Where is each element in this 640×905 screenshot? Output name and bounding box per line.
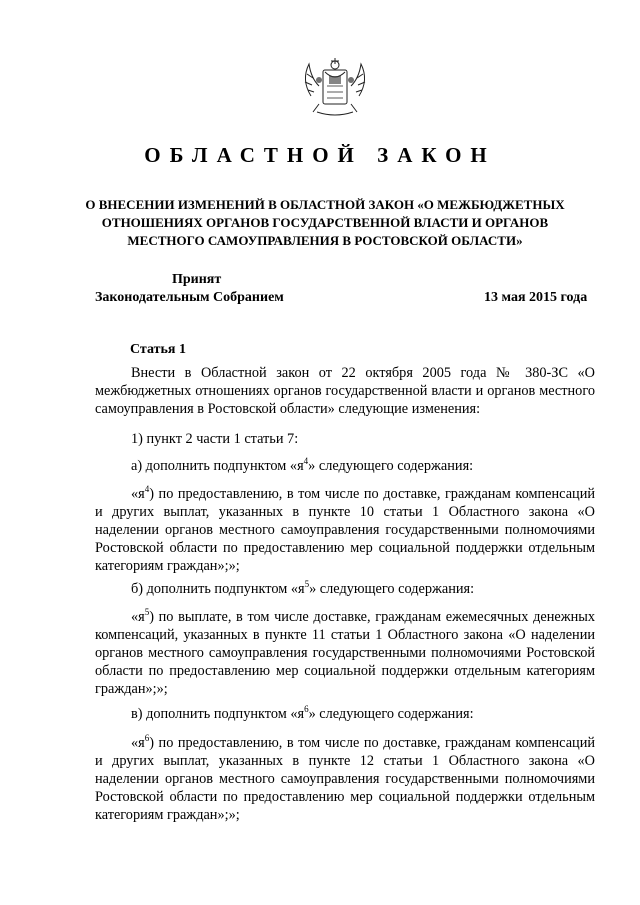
subitem-a-text: «$я^4$) по предоставлению, в том числе по доставке, гражданам компенсаций и других выплат, указанных в пункте 10 статьи 1 Областного закона «О наделении органов местного самоуправления государственными полномочиями Ростовской области по предоставлению мер социальной поддержки отдельным категориям граждан»;»; (95, 484, 595, 574)
coat-of-arms-emblem (297, 56, 373, 118)
article-intro: Внести в Областной закон от 22 октября 2005 года № 380-ЗС «О межбюджетных отношениях органов государственной власти и органов местного самоуправления в Ростовской области» следующие изменения: (95, 365, 595, 417)
subitem-a-heading: а) дополнить подпунктом «$я^4$» следующего содержания: (131, 456, 474, 474)
item-1: 1) пункт 2 части 1 статьи 7: (131, 431, 299, 447)
subitem-b-heading: б) дополнить подпунктом «$я^5$» следующего содержания: (131, 579, 475, 597)
subitem-b-text: «$я^5$) по выплате, в том числе доставке, гражданам ежемесячных денежных компенсаций, указанных в пункте 11 статьи 1 Областного закона «О наделении органов местного самоуправления государственными полномочиями Ростовской области по предоставлению мер социальной поддержки отдельным категориям граждан»;»; (95, 607, 595, 697)
adoption-date: 13 мая 2015 года (484, 290, 588, 305)
article-heading: Статья 1 (130, 342, 186, 357)
subitem-c-heading: в) дополнить подпунктом «$я^6$» следующего содержания: (131, 704, 474, 722)
adopted-by: Законодательным Собранием (95, 290, 284, 305)
law-title: О ВНЕСЕНИИ ИЗМЕНЕНИЙ В ОБЛАСТНОЙ ЗАКОН «О МЕЖБЮДЖЕТНЫХ ОТНОШЕНИЯХ ОРГАНОВ ГОСУДАРСТВЕННОЙ ВЛАСТИ И ОРГАНОВ МЕСТНОГО САМОУПРАВЛЕНИЯ В РОСТОВСКОЙ ОБЛАСТИ» (85, 197, 565, 248)
subitem-c-text: «$я^6$) по предоставлению, в том числе по доставке, гражданам компенсаций и других выплат, указанных в пункте 12 статьи 1 Областного закона «О наделении органов местного самоуправления государственными полномочиями Ростовской области по предоставлению мер социальной поддержки отдельным категориям граждан»;»; (95, 733, 595, 823)
adopted-label: Принят (172, 272, 222, 287)
law-type-heading: ОБЛАСТНОЙ ЗАКОН (144, 143, 496, 167)
